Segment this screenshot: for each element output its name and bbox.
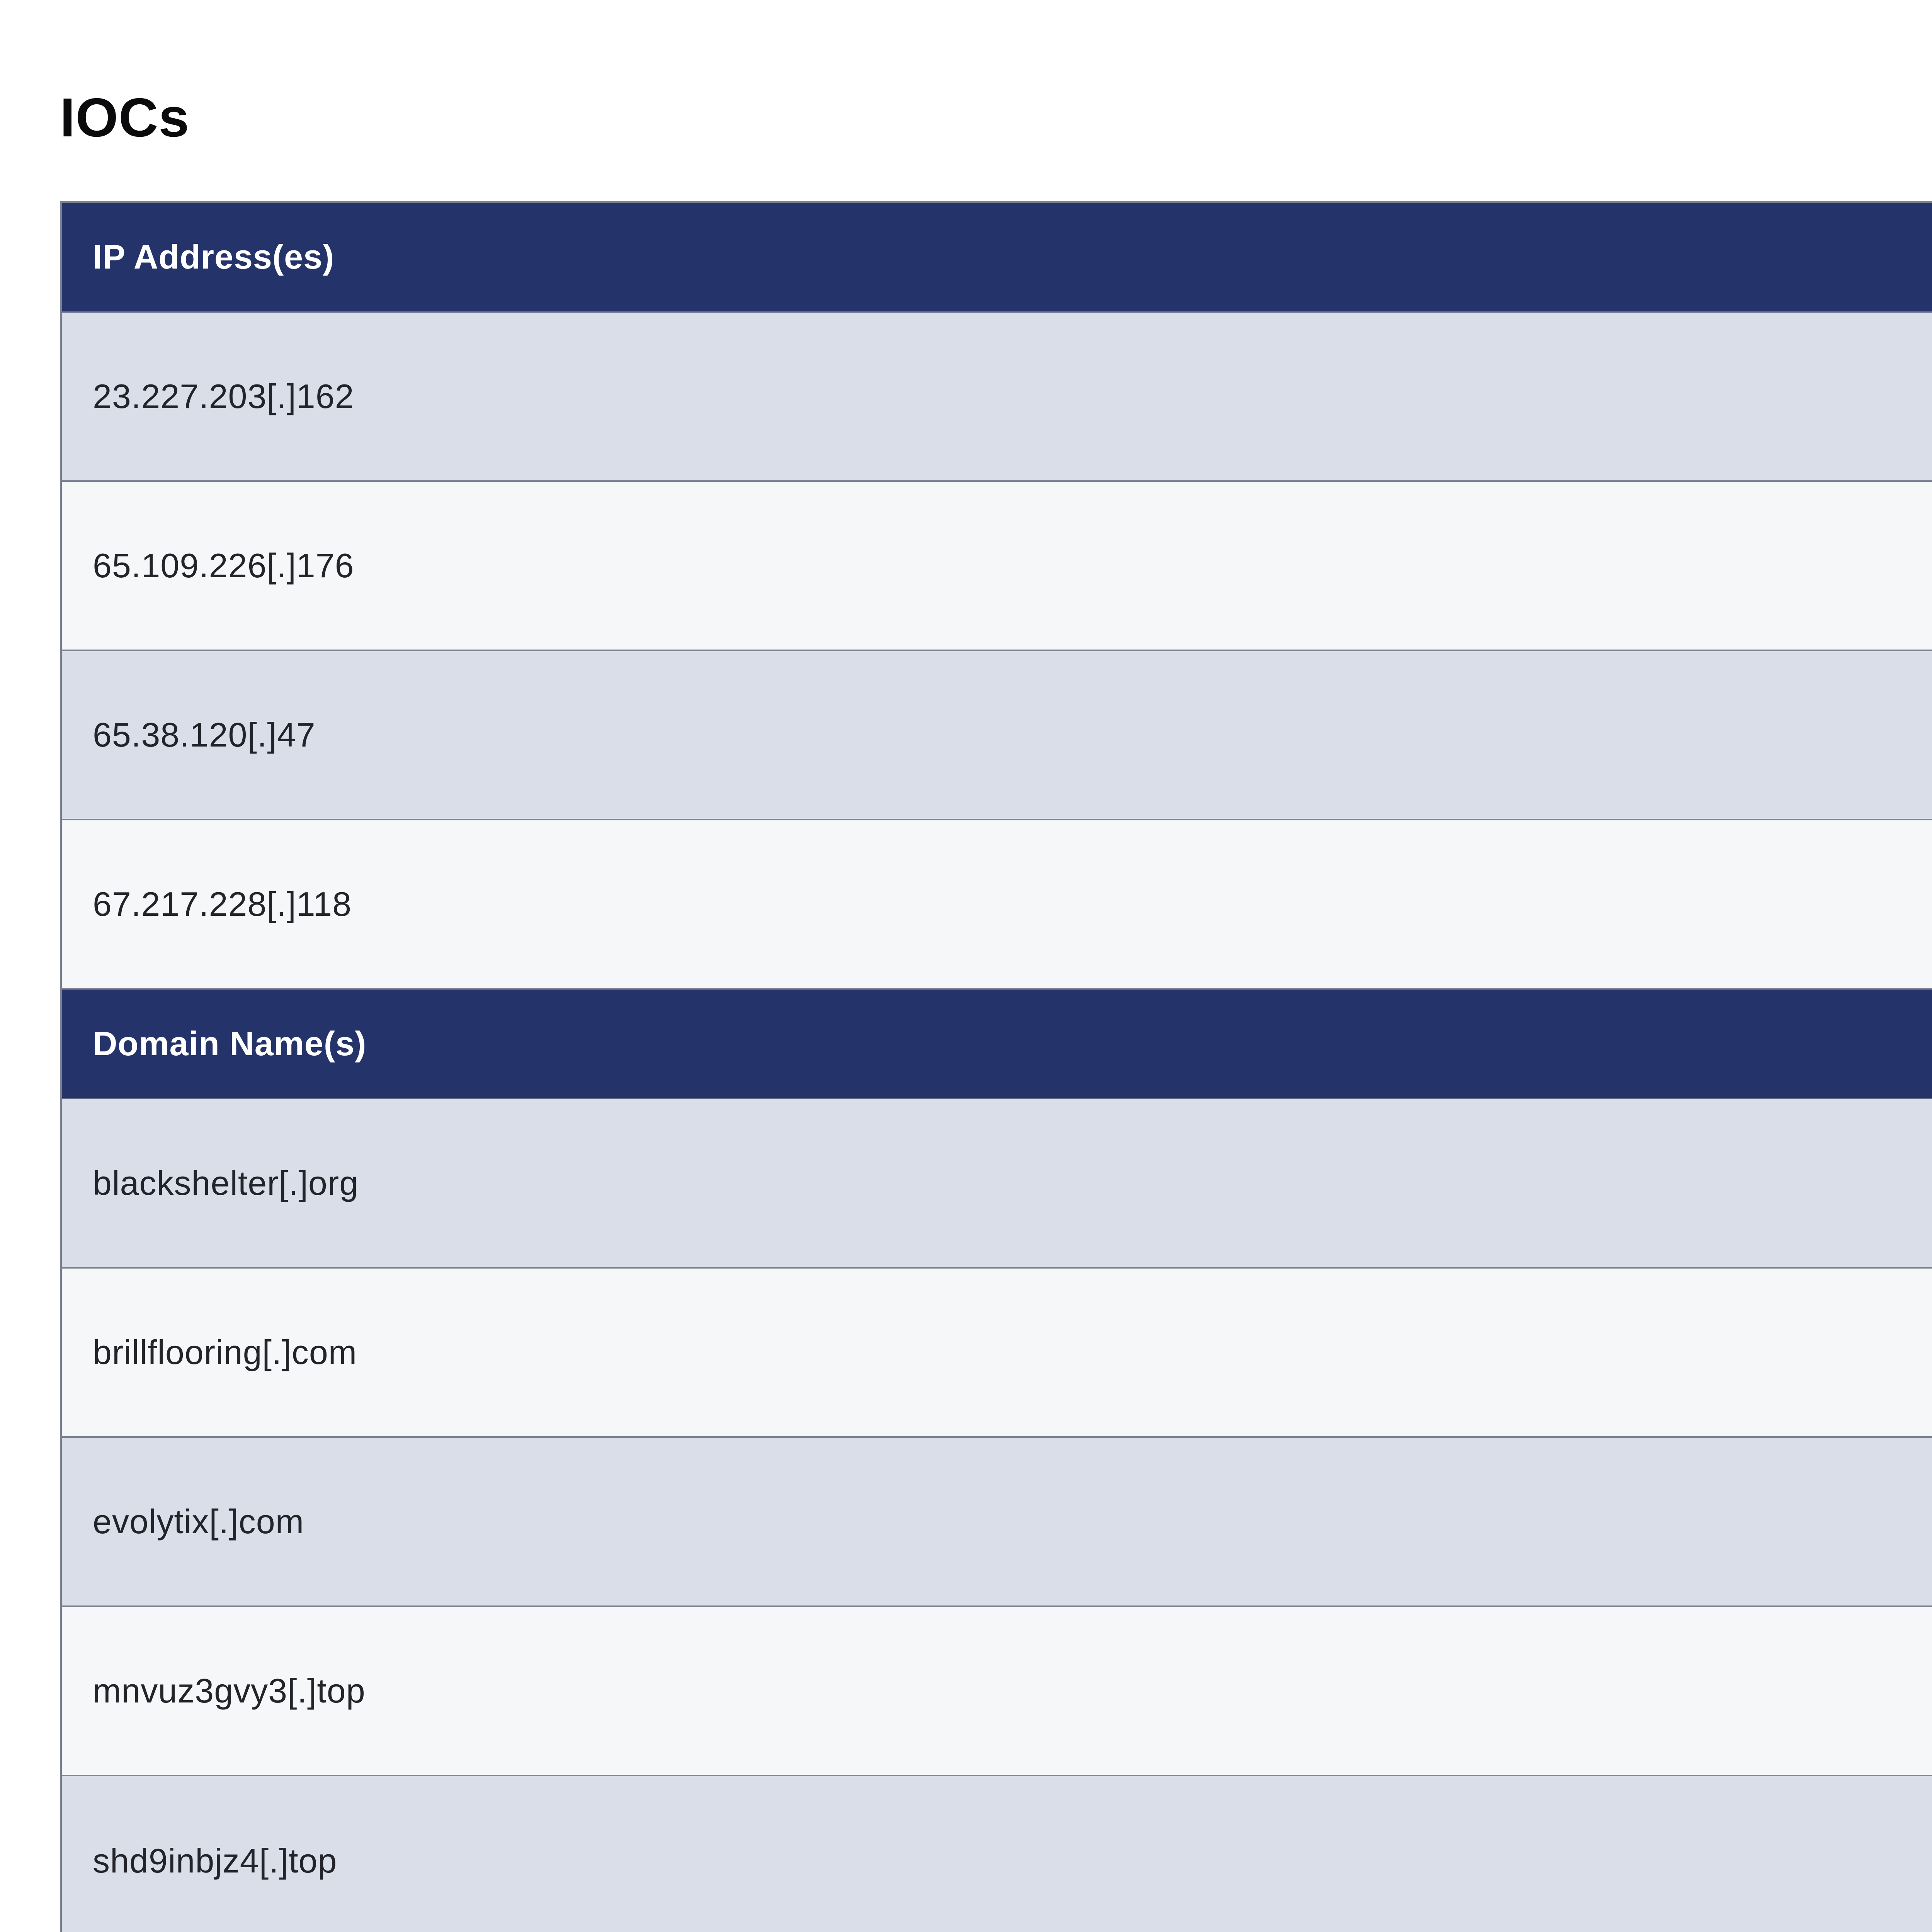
ip-address-header: IP Address(es) (62, 203, 1932, 313)
table-row: 67.217.228[.]118 (62, 820, 1932, 990)
table-row: evolytix[.]com (62, 1438, 1932, 1607)
ioc-table (60, 201, 1932, 1932)
table-row: 65.109.226[.]176 (62, 482, 1932, 651)
table-row: shd9inbjz4[.]top (62, 1776, 1932, 1932)
table-row: 65.38.120[.]47 (62, 651, 1932, 820)
table-row: blackshelter[.]org (62, 1099, 1932, 1269)
domain-name-header: Domain Name(s) (62, 990, 1932, 1099)
ip-address-section (62, 203, 1932, 990)
table-row: 23.227.203[.]162 (62, 313, 1932, 482)
table-row: brillflooring[.]com (62, 1269, 1932, 1438)
table-row: mnvuz3gvy3[.]top (62, 1607, 1932, 1776)
page-title: IOCs (60, 87, 190, 148)
domain-name-section (62, 990, 1932, 1932)
